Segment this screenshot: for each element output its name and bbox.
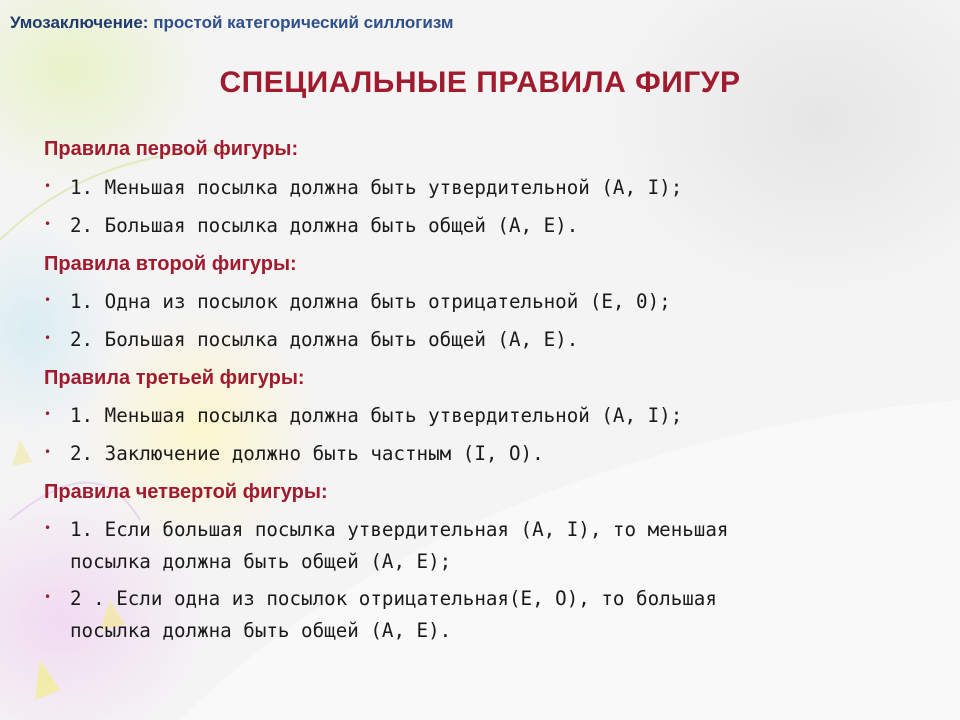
bullet-icon: •: [44, 293, 52, 307]
bullet-icon: •: [44, 521, 52, 535]
section-heading-fourth-figure: Правила четвертой фигуры:: [44, 481, 328, 503]
slide-title: СПЕЦИАЛЬНЫЕ ПРАВИЛА ФИГУР: [219, 66, 741, 99]
bullet-icon: •: [44, 445, 52, 459]
section-heading-first-figure: Правила первой фигуры:: [44, 138, 299, 160]
header-subtitle: простой категорический силлогизм: [153, 13, 454, 32]
list-item: [44, 583, 717, 647]
bullet-icon: •: [44, 407, 52, 421]
list-item: [44, 286, 671, 318]
list-item: [44, 172, 682, 204]
list-item-text: 2. Большая посылка должна быть общей (А, Е).: [70, 214, 579, 237]
list-item: [44, 400, 682, 432]
list-item: [44, 438, 544, 470]
list-item-text-line-2: посылка должна быть общей (А, Е);: [70, 550, 452, 573]
list-item: [44, 210, 578, 242]
section-heading-third-figure: Правила третьей фигуры:: [44, 367, 305, 389]
list-item-text-line-1: 2 . Если одна из посылок отрицательная(Е, О), то большая: [70, 587, 717, 610]
list-item-text-line-1: 1. Если большая посылка утвердительная (А, I), то меньшая: [70, 518, 729, 541]
bullet-icon: •: [44, 217, 52, 231]
list-item: [44, 514, 728, 578]
list-item-text-line-2: посылка должна быть общей (А, Е).: [70, 619, 452, 642]
section-heading-second-figure: Правила второй фигуры:: [44, 253, 297, 275]
bullet-icon: •: [44, 331, 52, 345]
list-item-text: 2. Заключение должно быть частным (I, О).: [70, 442, 544, 465]
list-item-text: 1. Одна из посылок должна быть отрицательной (Е, 0);: [70, 290, 671, 313]
bullet-icon: •: [44, 179, 52, 193]
list-item-text: 1. Меньшая посылка должна быть утвердительной (А, I);: [70, 176, 683, 199]
list-item-text: 1. Меньшая посылка должна быть утвердительной (А, I);: [70, 404, 683, 427]
bullet-icon: •: [44, 590, 52, 604]
list-item-text: 2. Большая посылка должна быть общей (А, Е).: [70, 328, 579, 351]
list-item: [44, 324, 578, 356]
header-label: Умозаключение:: [10, 13, 149, 32]
slide-header: [10, 13, 453, 33]
